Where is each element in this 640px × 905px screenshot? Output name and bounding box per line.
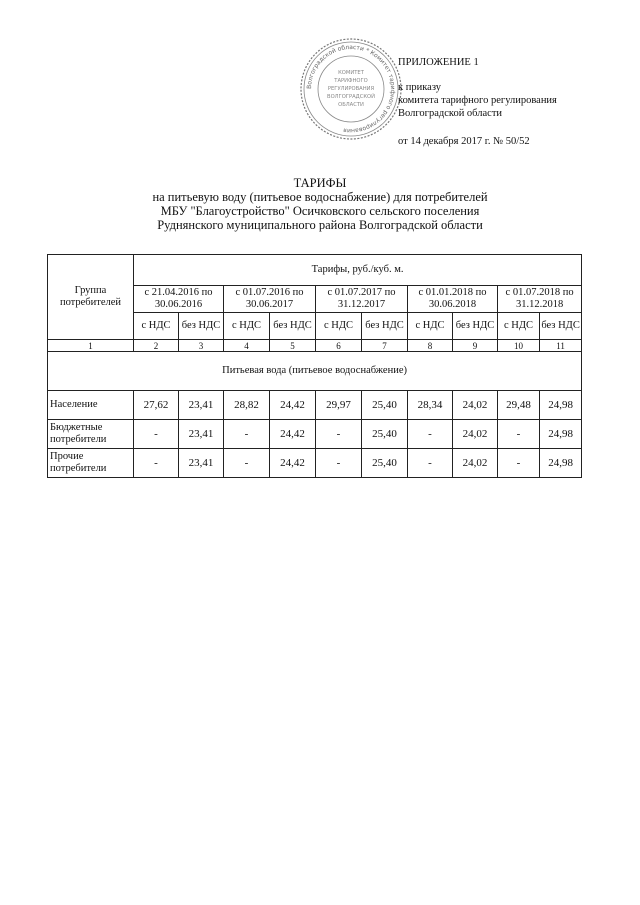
column-number-row <box>48 340 582 352</box>
row-group: Бюджетные потребители <box>48 420 134 449</box>
row-value: - <box>224 449 270 478</box>
row-group: Население <box>48 391 134 420</box>
vat-with-1: с НДС <box>134 313 179 340</box>
row-value: - <box>224 420 270 449</box>
appendix-line-region: Волгоградской области <box>398 108 503 119</box>
row-value: 28,82 <box>224 391 270 420</box>
period-4: с 01.01.2018 по 30.06.2018 <box>408 286 498 313</box>
table-row <box>48 391 582 420</box>
column-number: 3 <box>179 340 224 352</box>
row-value: 24,42 <box>270 420 316 449</box>
vat-with-3: с НДС <box>316 313 362 340</box>
vat-with-4: с НДС <box>408 313 453 340</box>
row-value: - <box>134 420 179 449</box>
row-value: 24,02 <box>453 391 498 420</box>
row-value: 24,42 <box>270 449 316 478</box>
row-value: 23,41 <box>179 391 224 420</box>
row-value: 24,02 <box>453 449 498 478</box>
row-value: - <box>316 420 362 449</box>
tariffs-header: Тарифы, руб./куб. м. <box>134 255 582 286</box>
row-value: 28,34 <box>408 391 453 420</box>
vat-without-3: без НДС <box>362 313 408 340</box>
appendix-title: ПРИЛОЖЕНИЕ 1 <box>398 57 479 68</box>
vat-with-5: с НДС <box>498 313 540 340</box>
vat-without-4: без НДС <box>453 313 498 340</box>
column-number: 11 <box>540 340 582 352</box>
svg-text:КОМИТЕТ: КОМИТЕТ <box>338 70 364 76</box>
section-row <box>48 352 582 391</box>
appendix-line-committee: комитета тарифного регулирования <box>398 95 557 106</box>
document-subtitle-3: Руднянского муниципального района Волгоградской области <box>157 218 483 232</box>
column-number: 4 <box>224 340 270 352</box>
document-title: ТАРИФЫ <box>293 176 347 190</box>
row-value: 29,97 <box>316 391 362 420</box>
official-seal <box>298 36 404 142</box>
row-value: - <box>134 449 179 478</box>
row-value: 25,40 <box>362 420 408 449</box>
row-value: 25,40 <box>362 449 408 478</box>
row-value: - <box>408 449 453 478</box>
period-5: с 01.07.2018 по 31.12.2018 <box>498 286 582 313</box>
row-value: - <box>498 449 540 478</box>
row-value: 29,48 <box>498 391 540 420</box>
svg-text:ОБЛАСТИ: ОБЛАСТИ <box>338 102 364 108</box>
document-subtitle-1: на питьевую воду (питьевое водоснабжение) для потребителей <box>152 190 488 204</box>
column-number: 10 <box>498 340 540 352</box>
appendix-line-order: к приказу <box>398 82 441 93</box>
vat-without-5: без НДС <box>540 313 582 340</box>
table-row <box>48 420 582 449</box>
appendix-date: от 14 декабря 2017 г. № 50/52 <box>398 136 530 147</box>
row-value: 24,98 <box>540 420 582 449</box>
column-number: 8 <box>408 340 453 352</box>
document-heading <box>100 176 540 232</box>
column-number: 9 <box>453 340 498 352</box>
table-header-row <box>48 255 582 286</box>
period-2: с 01.07.2016 по 30.06.2017 <box>224 286 316 313</box>
tariff-table <box>47 254 582 478</box>
document-subtitle-2: МБУ "Благоустройство" Осичковского сельского поселения <box>160 204 480 218</box>
row-value: 24,98 <box>540 449 582 478</box>
row-group: Прочие потребители <box>48 449 134 478</box>
row-value: 23,41 <box>179 420 224 449</box>
table-row <box>48 449 582 478</box>
column-number: 2 <box>134 340 179 352</box>
column-number: 5 <box>270 340 316 352</box>
row-value: - <box>498 420 540 449</box>
svg-text:ТАРИФНОГО: ТАРИФНОГО <box>334 78 368 84</box>
row-value: 27,62 <box>134 391 179 420</box>
seal-ring-text: Волгоградской области * Комитет тарифного регулирования <box>305 43 397 135</box>
column-number: 1 <box>48 340 134 352</box>
period-1: с 21.04.2016 по 30.06.2016 <box>134 286 224 313</box>
row-value: 24,42 <box>270 391 316 420</box>
group-header: Группа потребителей <box>48 255 134 340</box>
section-title: Питьевая вода (питьевое водоснабжение) <box>48 352 582 391</box>
row-value: - <box>408 420 453 449</box>
row-value: 23,41 <box>179 449 224 478</box>
svg-text:ВОЛГОГРАДСКОЙ: ВОЛГОГРАДСКОЙ <box>327 94 375 100</box>
row-value: - <box>316 449 362 478</box>
row-value: 24,02 <box>453 420 498 449</box>
vat-with-2: с НДС <box>224 313 270 340</box>
row-value: 25,40 <box>362 391 408 420</box>
appendix-header <box>398 56 557 148</box>
column-number: 7 <box>362 340 408 352</box>
svg-text:РЕГУЛИРОВАНИЯ: РЕГУЛИРОВАНИЯ <box>327 86 375 92</box>
column-number: 6 <box>316 340 362 352</box>
period-3: с 01.07.2017 по 31.12.2017 <box>316 286 408 313</box>
vat-without-1: без НДС <box>179 313 224 340</box>
row-value: 24,98 <box>540 391 582 420</box>
vat-without-2: без НДС <box>270 313 316 340</box>
